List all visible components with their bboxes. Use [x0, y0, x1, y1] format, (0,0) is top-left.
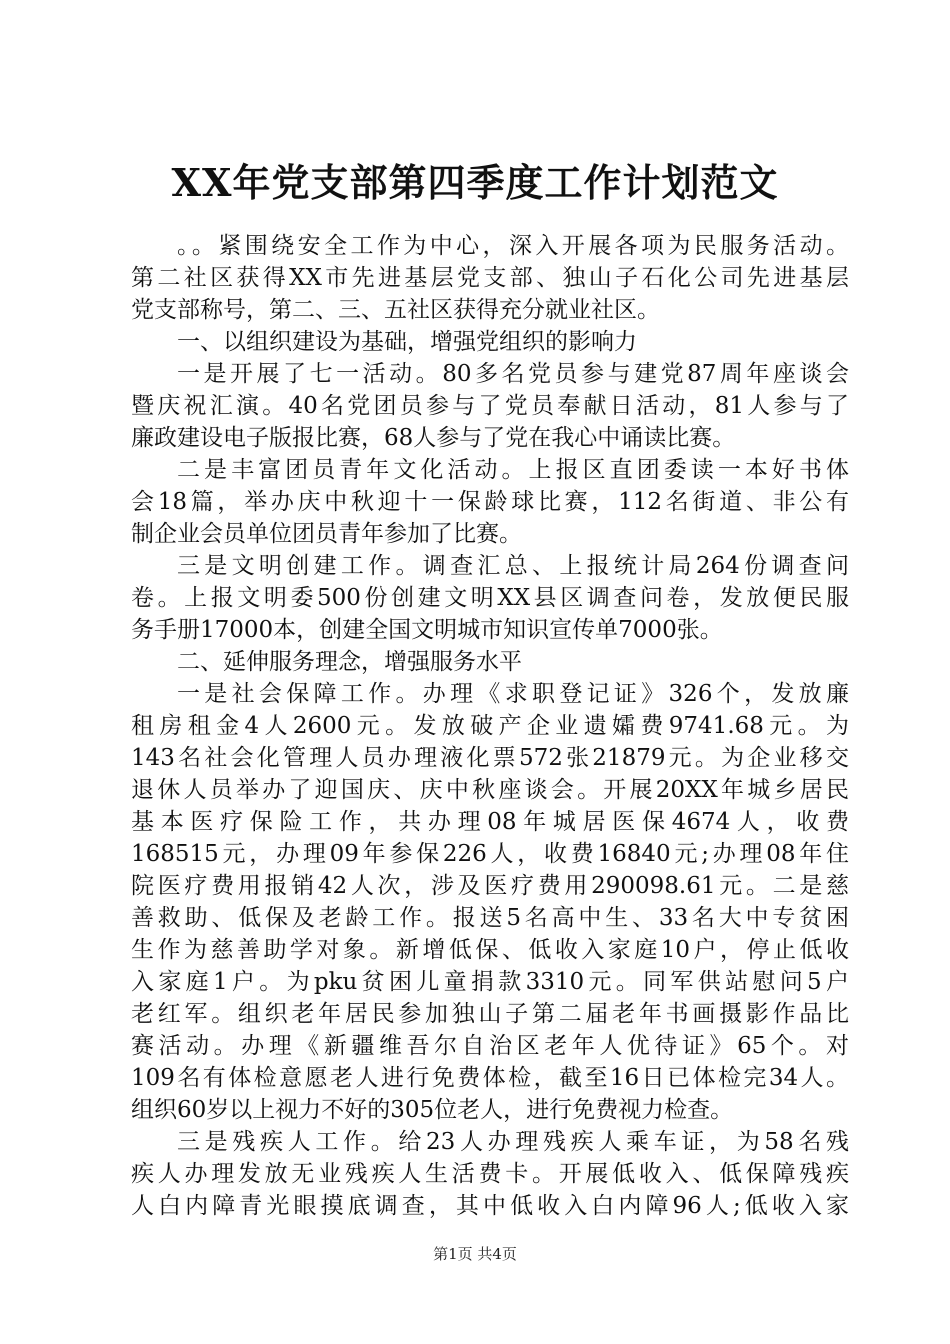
text-line: 卷。上报文明委500份创建文明XX县区调查问卷，发放便民服 [131, 585, 849, 611]
text-line: 入家庭1户。为pku贫困儿童捐款3310元。同军供站慰问5户 [131, 969, 849, 995]
document-body [131, 230, 849, 1222]
text-line: 三是文明创建工作。调查汇总、上报统计局264份调查问 [177, 553, 849, 579]
text-line: 二是丰富团员青年文化活动。上报区直团委读一本好书体 [177, 457, 849, 483]
text-line: 院医疗费用报销42人次，涉及医疗费用290098.61元。二是慈 [131, 873, 849, 899]
text-line: 赛活动。办理《新疆维吾尔自治区老年人优待证》65个。对 [131, 1033, 849, 1059]
text-line: 会18篇，举办庆中秋迎十一保龄球比赛，112名街道、非公有 [131, 489, 849, 515]
text-line: 退休人员举办了迎国庆、庆中秋座谈会。开展20XX年城乡居民 [131, 777, 849, 803]
text-line: 暨庆祝汇演。40名党团员参与了党员奉献日活动，81人参与了 [131, 393, 849, 419]
text-line: 109名有体检意愿老人进行免费体检，截至16日已体检完34人。 [131, 1065, 849, 1091]
page-number-footer: 第1页 共4页 [433, 1245, 517, 1263]
text-line: 。。紧围绕安全工作为中心，深入开展各项为民服务活动。 [177, 233, 849, 259]
text-line: 第二社区获得XX市先进基层党支部、独山子石化公司先进基层 [131, 265, 849, 291]
text-line: 168515元，办理09年参保226人，收费16840元;办理08年住 [131, 841, 849, 867]
text-line: 基本医疗保险工作，共办理08年城居医保4674人，收费 [131, 809, 849, 835]
text-line: 廉政建设电子版报比赛，68人参与了党在我心中诵读比赛。 [131, 425, 736, 451]
text-line: 制企业会员单位团员青年参加了比赛。 [131, 521, 522, 547]
text-line: 143名社会化管理人员办理液化票572张21879元。为企业移交 [131, 745, 849, 771]
text-line: 租房租金4人2600元。发放破产企业遗孀费9741.68元。为 [131, 713, 849, 739]
text-line: 疾人办理发放无业残疾人生活费卡。开展低收入、低保障残疾 [131, 1161, 849, 1187]
section-heading: 一、以组织建设为基础，增强党组织的影响力 [177, 329, 637, 355]
section-heading: 二、延伸服务理念，增强服务水平 [177, 649, 522, 675]
text-line: 老红军。组织老年居民参加独山子第二届老年书画摄影作品比 [131, 1001, 849, 1027]
text-line: 务手册17000本，创建全国文明城市知识宣传单7000张。 [131, 617, 723, 643]
document-title: XX年党支部第四季度工作计划范文 [171, 160, 779, 205]
text-line: 一是社会保障工作。办理《求职登记证》326个，发放廉 [177, 681, 849, 707]
text-line: 善救助、低保及老龄工作。报送5名高中生、33名大中专贫困 [131, 905, 849, 931]
text-line: 生作为慈善助学对象。新增低保、低收入家庭10户，停止低收 [131, 937, 849, 963]
text-line: 党支部称号，第二、三、五社区获得充分就业社区。 [131, 297, 660, 323]
text-line: 组织60岁以上视力不好的305位老人，进行免费视力检查。 [131, 1097, 734, 1123]
text-line: 人白内障青光眼摸底调查，其中低收入白内障96人;低收入家 [131, 1193, 849, 1219]
text-line: 三是残疾人工作。给23人办理残疾人乘车证，为58名残 [177, 1129, 849, 1155]
text-line: 一是开展了七一活动。80多名党员参与建党87周年座谈会 [177, 361, 849, 387]
